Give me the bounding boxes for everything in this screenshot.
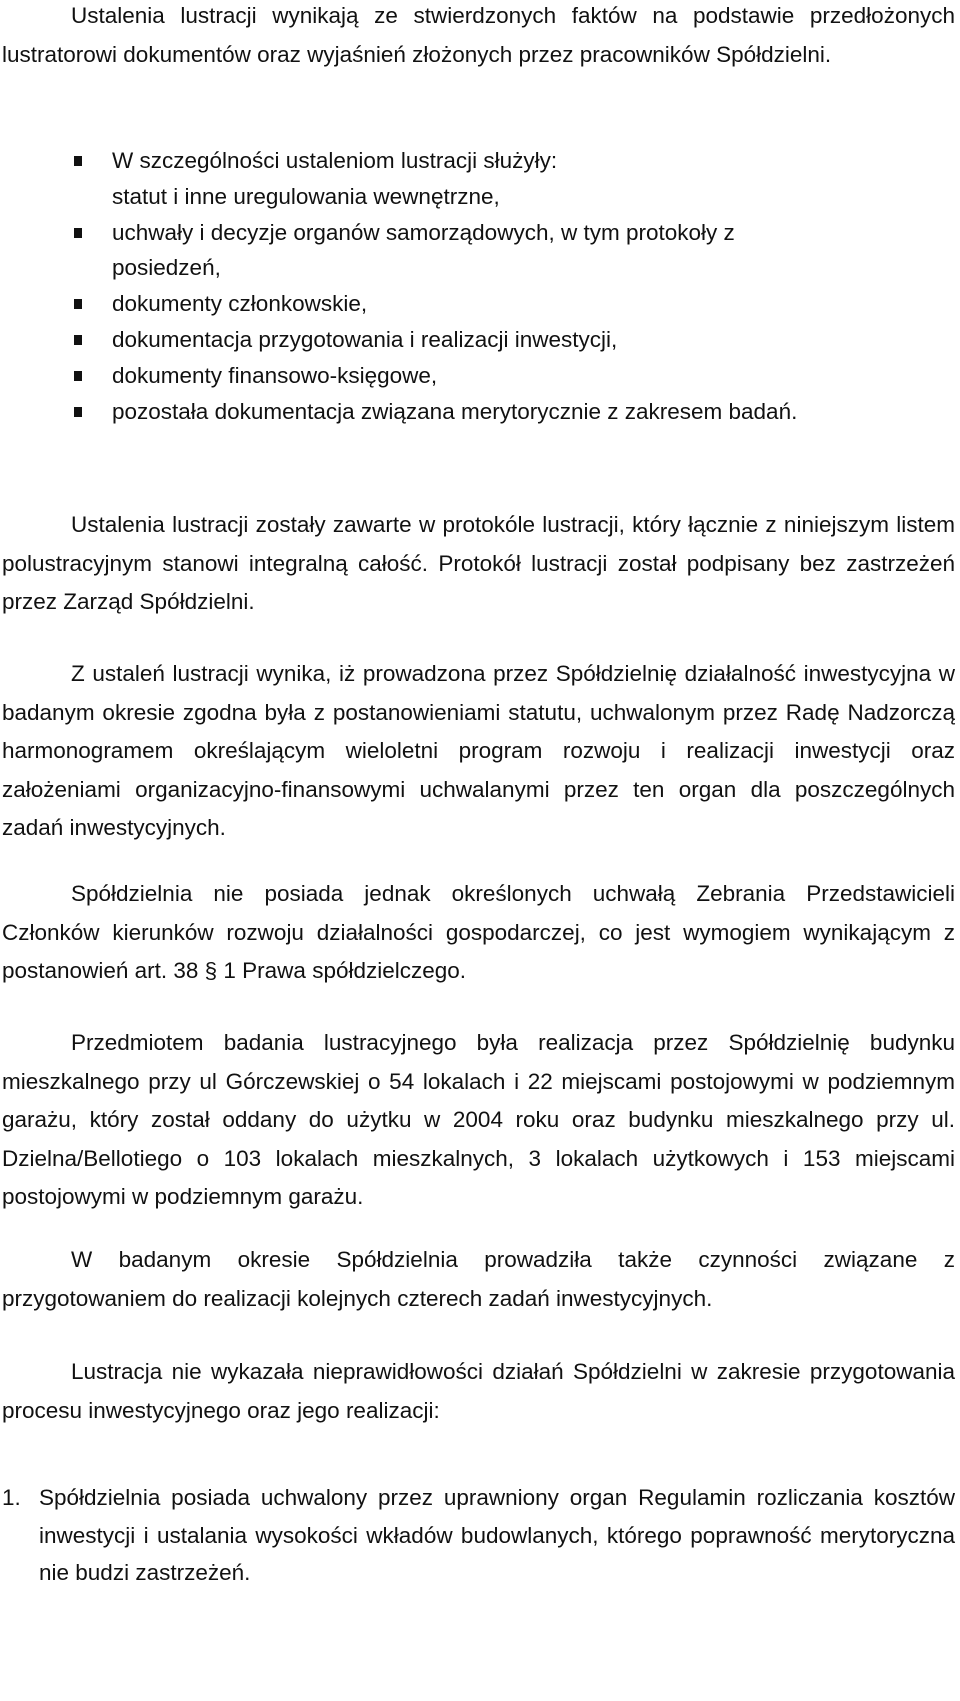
square-bullet-icon [74,407,82,417]
list-item-text: dokumentacja przygotowania i realizacji inwestycji, [112,326,618,352]
list-item-text: uchwały i decyzje organów samorządowych, w tym protokoły z posiedzeń, [112,219,735,281]
paragraph-protocol: Ustalenia lustracji zostały zawarte w protokóle lustracji, który łącznie z niniejszym listem polustracyjnym stanowi integralną całość. Protokół lustracji został podpisany bez zastrzeżeń przez Zarząd Spółdzielni. [2,512,955,614]
list-item [68,394,828,430]
list-item-number: 1. [2,1485,21,1510]
square-bullet-icon [74,156,82,166]
paragraph-sources: Ustalenia lustracji wynikają ze stwierdzonych faktów na podstawie przedłożonych lustratorowi dokumentów oraz wyjaśnień złożonych przez pracowników Spółdzielni. [2,3,955,67]
square-bullet-icon [74,228,82,238]
numbered-list [2,1479,955,1592]
paragraph-conclusion: Lustracja nie wykazała nieprawidłowości działań Spółdzielni w zakresie przygotowania procesu inwestycyjnego oraz jego realizacji: [2,1359,955,1423]
list-item [68,143,828,179]
list-item [68,179,828,215]
bullet-list [68,143,828,429]
list-item [68,215,828,287]
list-item-text: dokumenty członkowskie, [112,291,368,317]
square-bullet-icon [74,335,82,345]
paragraph-findings: Z ustaleń lustracji wynika, iż prowadzona przez Spółdzielnię działalność inwestycyjna w badanym okresie zgodna była z postanowieniami statutu, uchwalonym przez Radę Nadzorczą harmonogramem określającym wieloletni program rozwoju i realizacji inwestycji oraz założeniami organizacyjno-finansowymi uchwalanymi przez ten organ dla poszczególnych zadań inwestycyjnych. [2,661,955,840]
list-item [68,358,828,394]
list-item [68,286,828,322]
list-item [68,322,828,358]
list-item-text: W szczególności ustaleniom lustracji służyły: [112,148,558,173]
list-item-text: dokumenty finansowo-księgowe, [112,362,438,388]
list-item-text: statut i inne uregulowania wewnętrzne, [112,183,500,209]
paragraph-missing-resolution: Spółdzielnia nie posiada jednak określonych uchwałą Zebrania Przedstawicieli Członków kierunków rozwoju działalności gospodarczej, co jest wymogiem wynikającym z postanowień art. 38 § 1 Prawa spółdzielczego. [2,881,955,983]
list-item [2,1479,955,1592]
paragraph-subject: Przedmiotem badania lustracyjnego była realizacja przez Spółdzielnię budynku mieszkalnego przy ul Górczewskiej o 54 lokalach i 22 miejscami postojowymi w podziemnym garażu, który został oddany do użytku w 2004 roku oraz budynku mieszkalnego przy ul. Dzielna/Bellotiego o 103 lokalach mieszkalnych, 3 lokalach użytkowych i 153 miejscami postojowymi w podziemnym garażu. [2,1030,955,1209]
paragraph-preparation: W badanym okresie Spółdzielnia prowadziła także czynności związane z przygotowaniem do realizacji kolejnych czterech zadań inwestycyjnych. [2,1247,955,1311]
square-bullet-icon [74,299,82,309]
square-bullet-icon [74,371,82,381]
list-item-text: Spółdzielnia posiada uchwalony przez uprawniony organ Regulamin rozliczania kosztów inwestycji i ustalania wysokości wkładów budowlanych, którego poprawność merytoryczna nie budzi zastrzeżeń. [39,1485,955,1585]
list-item-text: pozostała dokumentacja związana merytorycznie z zakresem badań. [112,398,798,424]
